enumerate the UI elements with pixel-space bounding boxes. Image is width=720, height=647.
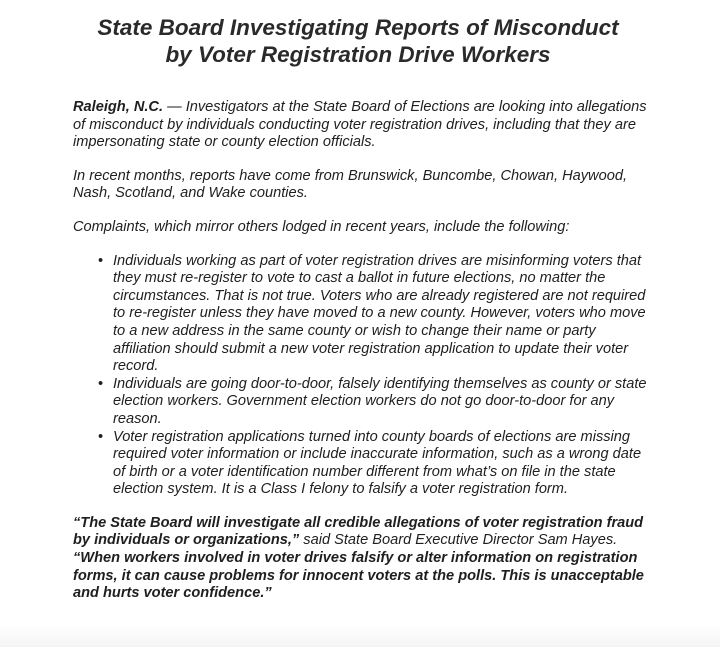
lead-paragraph [73,99,653,152]
headline [40,14,676,68]
dateline: Raleigh, N.C. [73,99,164,115]
list-item-text: Voter registration applications turned into county boards of elections are missing required voter information or include inaccurate information, such as a wrong date of birth or a voter identification number different from what’s on file in the state election system. It is a Class I felony to falsify a voter registration form. [113,428,642,498]
list-item [98,375,653,429]
quote-first: “The State Board will investigate all credible allegations of voter registration fraud by individuals or organizations,” [73,514,644,549]
counties-paragraph: In recent months, reports have come from Brunswick, Buncombe, Chowan, Haywood, Nash, Scotland, and Wake counties. [73,167,627,202]
list-item-text: Individuals are going door-to-door, falsely identifying themselves as county or state election workers. Government election workers do not go door-to-door for any reason. [113,375,647,427]
list-item [98,428,653,499]
quote-paragraph [73,515,653,603]
headline-line-1: State Board Investigating Reports of Misconduct [97,15,619,40]
bullet-icon: • [98,428,104,445]
quote-attribution: said State Board Executive Director Sam Hayes. [299,532,618,549]
bottom-fade [0,625,720,647]
lead-text: — Investigators at the State Board of Elections are looking into allegations of misconduct by individuals conducting voter registration drives, including that they are impersonating state or county election officials. [73,99,647,151]
quote-second: “When workers involved in voter drives falsify or alter information on registration forms, it can cause problems for innocent voters at the polls. This is unacceptable and hurts voter confidence.” [73,550,644,602]
headline-line-2: by Voter Registration Drive Workers [165,42,551,67]
bullet-icon: • [98,252,104,269]
list-item [98,252,653,376]
complaints-list [73,253,653,499]
bullet-icon: • [98,375,104,392]
article-body [73,99,653,619]
complaints-intro: Complaints, which mirror others lodged in recent years, include the following: [73,218,570,235]
list-item-text: Individuals working as part of voter registration drives are misinforming voters that they must re-register to vote to cast a ballot in future elections, no matter the circumstances. That is not true. Voters who are already registered are not required to re-register unless they have moved to a new county. However, voters who move to a new address in the same county or wish to change their name or party affiliation should submit a new voter registration application to update their voter record. [113,252,646,375]
